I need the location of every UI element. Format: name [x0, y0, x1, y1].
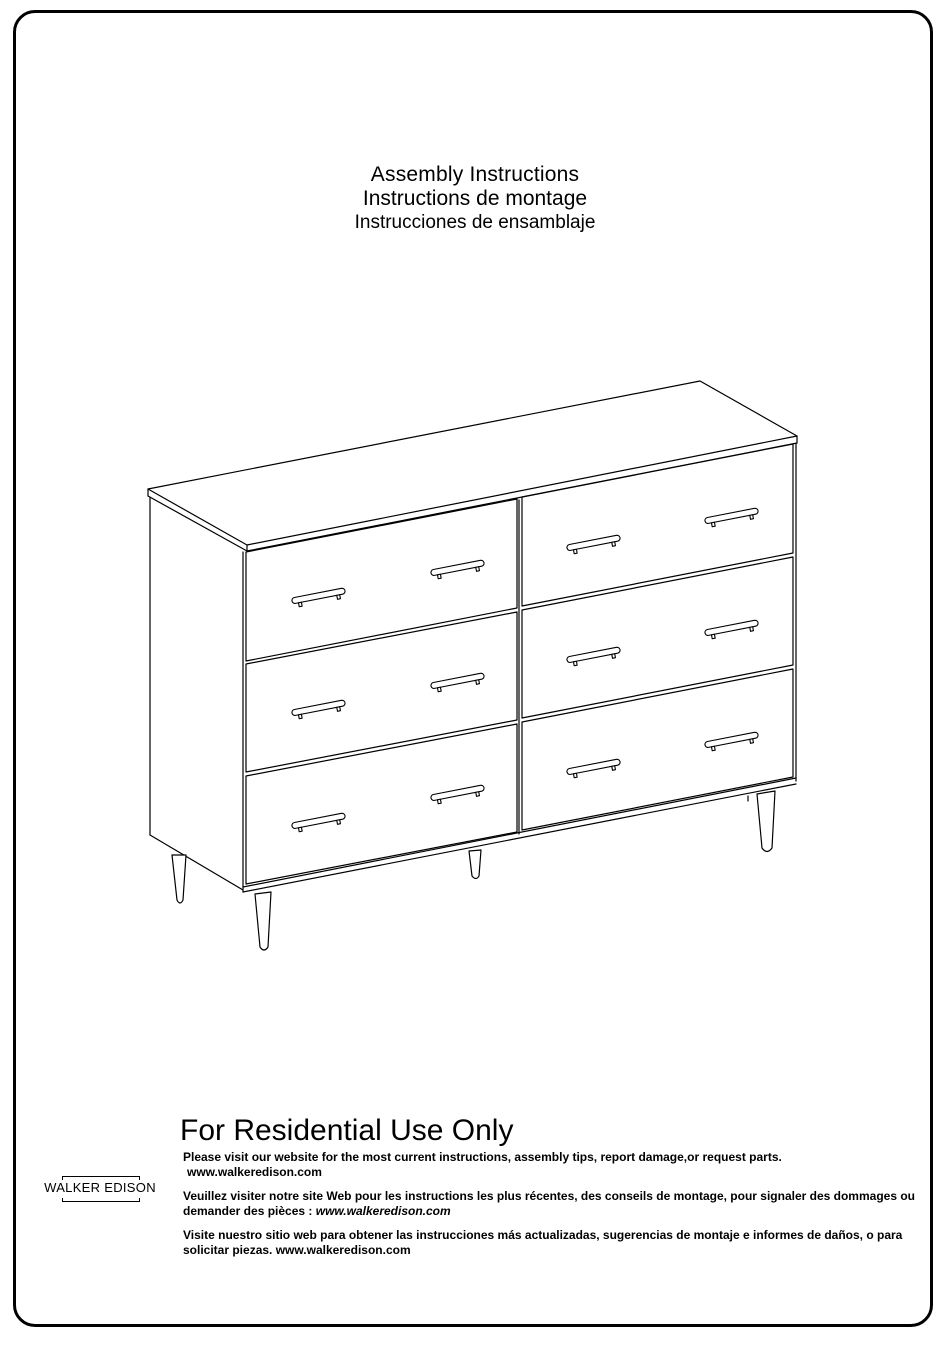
website-link-english[interactable]: www.walkeredison.com [187, 1165, 322, 1179]
website-link-spanish[interactable]: www.walkeredison.com [275, 1243, 411, 1257]
website-notes [183, 1150, 918, 1267]
dresser-side [150, 497, 243, 890]
website-link-french[interactable]: www.walkeredison.com [315, 1204, 451, 1218]
title-french: Instructions de montage [362, 187, 588, 210]
dresser-legs [172, 791, 775, 950]
dresser-top [148, 381, 797, 551]
drawer-handles [291, 508, 759, 833]
walker-edison-logo [40, 1176, 160, 1206]
note-french [183, 1189, 918, 1219]
note-english [183, 1150, 918, 1180]
note-spanish-text: Visite nuestro sitio web para obtener las instrucciones más actualizadas, sugerencias de montaje e informes de daños, o para solicitar piezas. [183, 1228, 903, 1257]
logo-text: WALKER EDISON [44, 1180, 156, 1195]
logo-bracket-bottom [62, 1198, 140, 1202]
residential-use-heading: For Residential Use Only [180, 1114, 514, 1147]
note-french-text: Veuillez visiter notre site Web pour les instructions les plus récentes, des conseils de montage, pour signaler des dommages ou demander des pièces : [183, 1189, 915, 1218]
note-english-text: Please visit our website for the most current instructions, assembly tips, report damage,or request parts. [183, 1150, 782, 1164]
dresser-illustration [140, 370, 810, 960]
note-spanish [183, 1228, 918, 1258]
title-spanish: Instrucciones de ensamblaje [354, 212, 596, 233]
title-english: Assembly Instructions [370, 163, 580, 186]
title-block [0, 163, 950, 235]
